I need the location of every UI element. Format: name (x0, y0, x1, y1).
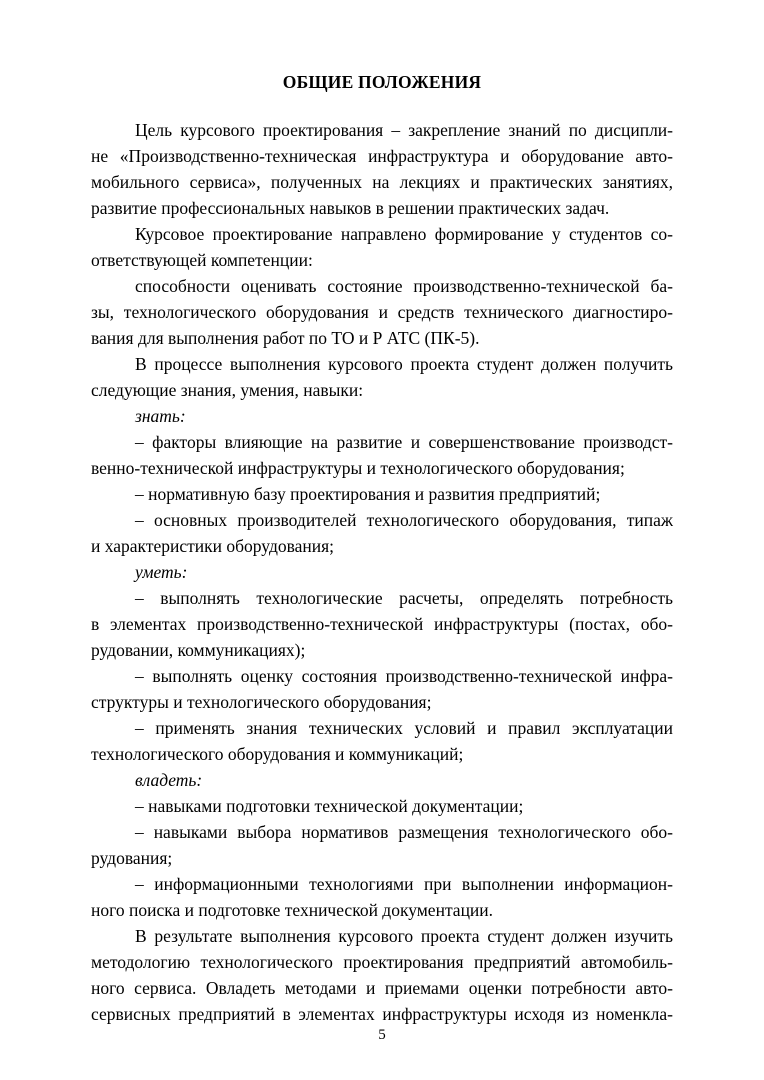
text-line: В результате выполнения курсового проекта студент должен изучить (135, 926, 673, 946)
text-line: и характеристики оборудования; (91, 536, 335, 556)
section-label-own: владеть: (135, 770, 203, 790)
text-line: не «Производственно-техническая инфраструктура и оборудование авто- (91, 146, 673, 166)
text-line: технологического оборудования и коммуникаций; (91, 744, 464, 764)
list-item: – навыками подготовки технической документации; (135, 796, 524, 816)
page-number: 5 (378, 1027, 386, 1043)
list-item: – выполнять технологические расчеты, определять потребность (135, 588, 673, 608)
body-text (91, 117, 673, 1027)
text-line: методологию технологического проектирования предприятий автомобиль- (91, 952, 673, 972)
text-line: следующие знания, умения, навыки: (91, 380, 364, 400)
text-line: рудовании, коммуникациях); (91, 640, 306, 660)
text-line: Цель курсового проектирования – закрепление знаний по дисципли- (135, 120, 673, 140)
text-line: способности оценивать состояние производственно-технической ба- (135, 276, 673, 296)
text-line: венно-технической инфраструктуры и технологического оборудования; (91, 458, 625, 478)
text-line: развитие профессиональных навыков в решении практических задач. (91, 198, 610, 218)
text-line: В процессе выполнения курсового проекта студент должен получить (135, 354, 673, 374)
section-label-skill: уметь: (135, 562, 188, 582)
list-item: – применять знания технических условий и правил эксплуатации (135, 718, 673, 738)
list-item: – выполнять оценку состояния производственно-технической инфра- (135, 666, 673, 686)
text-line: ного поиска и подготовке технической документации. (91, 900, 494, 920)
page-title: ОБЩИЕ ПОЛОЖЕНИЯ (282, 72, 482, 92)
text-line: ного сервиса. Овладеть методами и приемами оценки потребности авто- (91, 978, 673, 998)
text-line: в элементах производственно-технической инфраструктуры (постах, обо- (91, 614, 673, 634)
text-line: зы, технологического оборудования и средств технического диагностиро- (91, 302, 673, 322)
section-label-know: знать: (135, 406, 186, 426)
text-line: структуры и технологического оборудования; (91, 692, 432, 712)
text-line: вания для выполнения работ по ТО и Р АТС (ПК-5). (91, 328, 480, 348)
list-item: – факторы влияющие на развитие и совершенствование производст- (135, 432, 673, 452)
list-item: – навыками выбора нормативов размещения технологического обо- (135, 822, 673, 842)
text-line: мобильного сервиса», полученных на лекциях и практических занятиях, (91, 172, 673, 192)
list-item: – информационными технологиями при выполнении информацион- (135, 874, 673, 894)
text-line: сервисных предприятий в элементах инфраструктуры исходя из номенкла- (91, 1004, 673, 1024)
list-item: – нормативную базу проектирования и развития предприятий; (135, 484, 601, 504)
list-item: – основных производителей технологического оборудования, типаж (135, 510, 673, 530)
text-line: ответствующей компетенции: (91, 250, 313, 270)
text-line: рудования; (91, 848, 173, 868)
text-line: Курсовое проектирование направлено формирование у студентов со- (135, 224, 673, 244)
